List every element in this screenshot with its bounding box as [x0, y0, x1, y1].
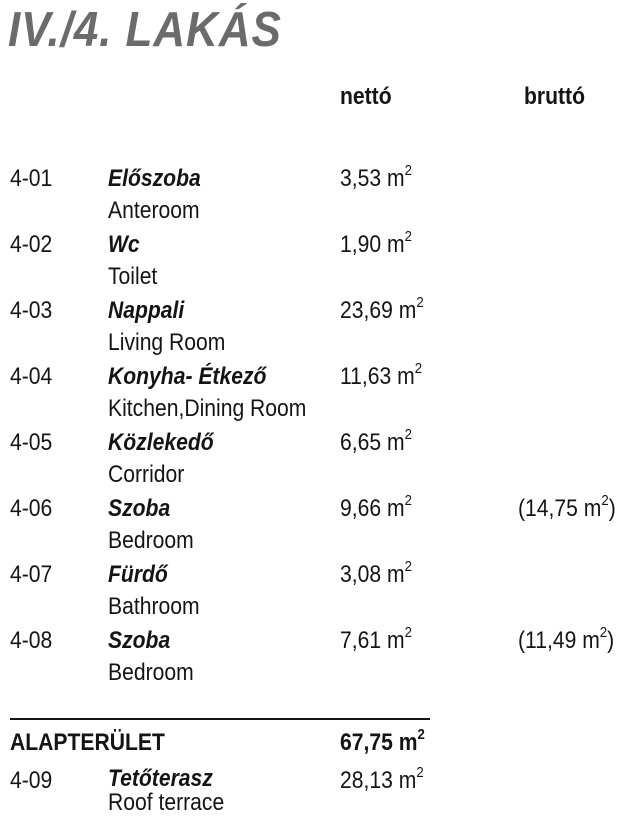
- room-net-area: 9,66 $m^2$: [340, 492, 412, 522]
- room-english-name: Living Room: [108, 329, 226, 356]
- room-name: Szoba: [108, 627, 171, 654]
- room-code: 4-07: [10, 561, 53, 588]
- room-row: [0, 494, 640, 560]
- total-label: ALAPTERÜLET: [10, 729, 165, 756]
- total-divider: [10, 718, 430, 720]
- room-name: Szoba: [108, 495, 171, 522]
- room-name: Wc: [108, 231, 140, 258]
- room-row: [0, 230, 640, 296]
- room-name: Előszoba: [108, 165, 201, 192]
- room-english-name: Bathroom: [108, 593, 200, 620]
- room-row: [0, 164, 640, 230]
- gross-area-header: bruttó: [524, 83, 585, 110]
- room-row: [0, 362, 640, 428]
- room-net-area: 6,65 $m^2$: [340, 426, 412, 456]
- room-english-name: Kitchen,Dining Room: [108, 395, 307, 422]
- room-net-area: 7,61 $m^2$: [340, 624, 412, 654]
- room-name: Tetőterasz: [108, 765, 213, 792]
- room-code: 4-06: [10, 495, 53, 522]
- net-area-header: nettó: [340, 83, 392, 110]
- room-name: Közlekedő: [108, 429, 214, 456]
- room-name: Fürdő: [108, 561, 168, 588]
- room-english-name: Bedroom: [108, 659, 194, 686]
- room-english-name: Roof terrace: [108, 789, 225, 816]
- room-net-area: 11,63 $m^2$: [340, 360, 423, 390]
- room-net-area: 23,69 $m^2$: [340, 294, 424, 324]
- room-net-area: 28,13 $m^2$: [340, 764, 424, 794]
- room-net-area: 1,90 $m^2$: [340, 228, 412, 258]
- page-title: IV./4. LAKÁS: [8, 3, 282, 57]
- room-code: 4-05: [10, 429, 53, 456]
- total-area-value: 67,75 $m^2$: [340, 726, 425, 756]
- room-english-name: Toilet: [108, 263, 158, 290]
- room-code: 4-01: [10, 165, 53, 192]
- terrace-row: [0, 766, 640, 832]
- room-name: Nappali: [108, 297, 185, 324]
- room-gross-area: (14,75 $m^2$): [518, 492, 616, 522]
- room-code: 4-02: [10, 231, 53, 258]
- room-code: 4-09: [10, 767, 53, 794]
- room-english-name: Anteroom: [108, 197, 200, 224]
- room-row: [0, 428, 640, 494]
- room-gross-area: (11,49 $m^2$): [518, 624, 615, 654]
- room-english-name: Corridor: [108, 461, 185, 488]
- room-row: [0, 560, 640, 626]
- room-net-area: 3,08 $m^2$: [340, 558, 412, 588]
- room-row: [0, 626, 640, 692]
- room-english-name: Bedroom: [108, 527, 194, 554]
- room-code: 4-03: [10, 297, 53, 324]
- room-code: 4-04: [10, 363, 53, 390]
- room-net-area: 3,53 $m^2$: [340, 162, 412, 192]
- room-name: Konyha- Étkező: [108, 363, 267, 390]
- room-row: [0, 296, 640, 362]
- room-code: 4-08: [10, 627, 53, 654]
